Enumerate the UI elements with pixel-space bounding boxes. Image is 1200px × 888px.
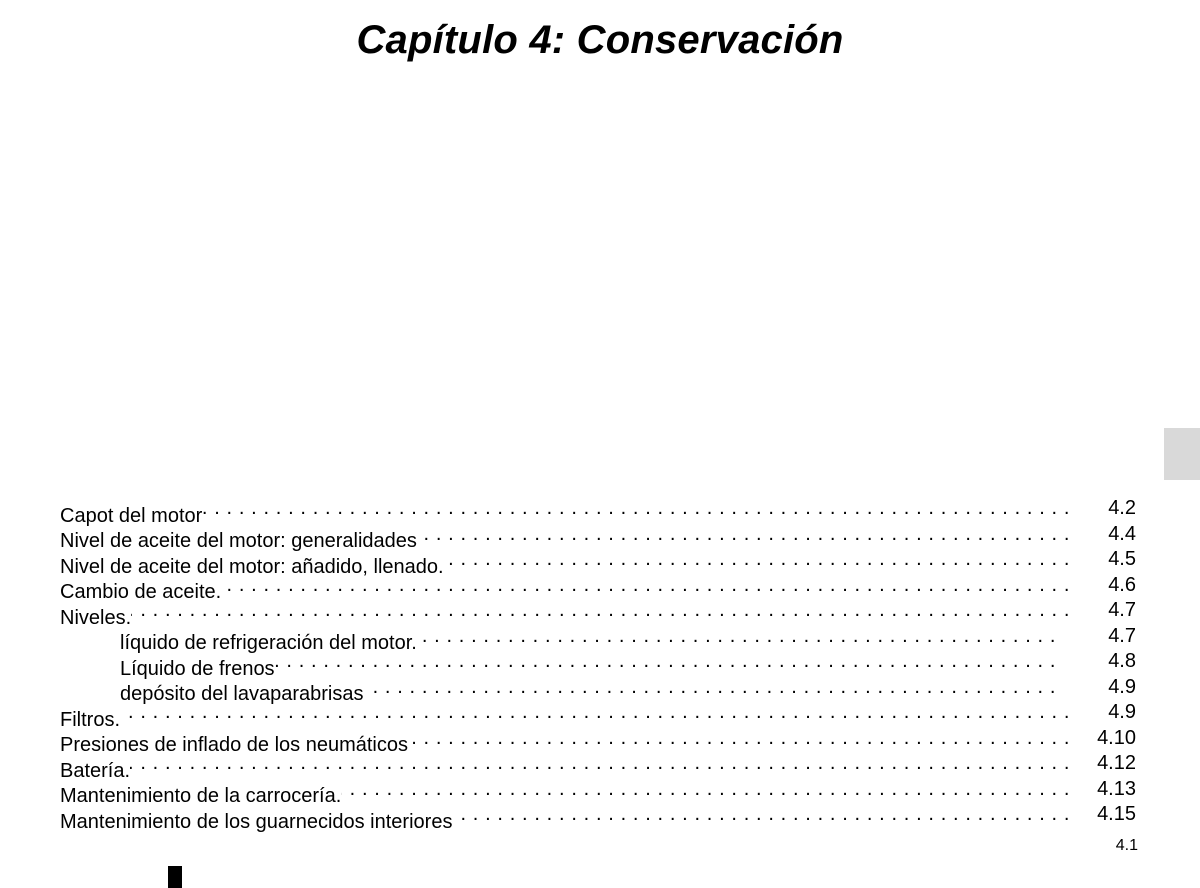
toc-subentry-liquido-refrigeracion[interactable] (60, 624, 1140, 654)
toc-entry-label: Mantenimiento de los guarnecidos interiores (60, 810, 452, 836)
toc-entry-page: 4.4 (1108, 522, 1136, 545)
toc-entry-nivel-aceite-generalidades[interactable] (60, 522, 1140, 552)
toc-entry-page: 4.10 (1097, 726, 1136, 749)
toc-entry-label: Cambio de aceite. (60, 580, 221, 606)
toc-entry-label: Niveles. (60, 606, 131, 632)
toc-entry-page: 4.15 (1097, 803, 1136, 825)
chapter-title: Capítulo 4: Conservación (356, 18, 844, 62)
dot-leader (417, 522, 1070, 548)
dot-leader (341, 777, 1070, 803)
toc-entry-mantenimiento-carroceria[interactable] (60, 777, 1140, 807)
toc-entry-label: líquido de refrigeración del motor. (60, 631, 417, 657)
dot-leader (452, 802, 1070, 828)
crop-mark (168, 866, 182, 888)
toc-entry-label: depósito del lavaparabrisas (60, 682, 364, 708)
toc-entry-page: 4.13 (1097, 777, 1136, 800)
toc-entry-label: Nivel de aceite del motor: generalidades (60, 529, 417, 555)
dot-leader (131, 598, 1070, 624)
toc-entry-page: 4.6 (1108, 573, 1136, 596)
toc-entry-label: Líquido de frenos (60, 657, 275, 683)
toc-entry-presiones-neumaticos[interactable] (60, 726, 1140, 756)
toc-entry-capot[interactable] (60, 496, 1140, 527)
toc-entry-niveles[interactable] (60, 598, 1140, 629)
toc-entry-label: Capot del motor (60, 504, 202, 530)
dot-leader (202, 496, 1070, 522)
toc-entry-page: 4.9 (1108, 675, 1136, 698)
page-number: 4.1 (1115, 837, 1138, 854)
chapter-thumb-tab (1164, 428, 1200, 480)
dot-leader (417, 624, 1056, 650)
toc-entry-page: 4.9 (1108, 701, 1136, 723)
toc-entry-page: 4.12 (1097, 752, 1136, 774)
toc-entry-label: Presiones de inflado de los neumáticos (60, 733, 408, 759)
toc-entry-label: Nivel de aceite del motor: añadido, llenado. (60, 555, 444, 581)
toc-entry-label: Filtros. (60, 708, 120, 734)
toc-entry-page: 4.2 (1108, 497, 1136, 519)
dot-leader (444, 547, 1070, 573)
toc-entry-page: 4.7 (1108, 599, 1136, 621)
toc-entry-page: 4.8 (1108, 650, 1136, 672)
dot-leader (364, 675, 1057, 701)
toc-entry-page: 4.7 (1108, 624, 1136, 647)
toc-entry-page: 4.5 (1108, 548, 1136, 570)
table-of-contents (60, 496, 1140, 833)
toc-entry-label: Batería. (60, 759, 130, 785)
toc-entry-label: Mantenimiento de la carrocería. (60, 784, 341, 810)
dot-leader (408, 726, 1070, 752)
